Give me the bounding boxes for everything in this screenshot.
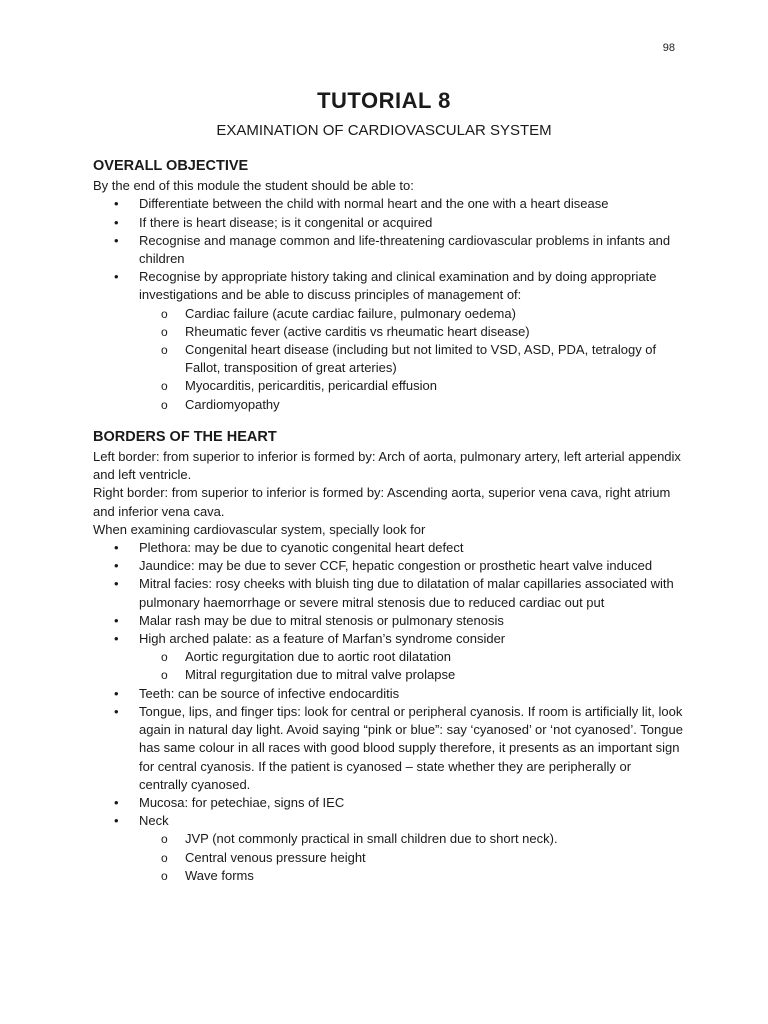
bullet-icon: •	[114, 269, 119, 285]
list-item-text: Plethora: may be due to cyanotic congenital heart defect	[139, 540, 464, 556]
sub-bullet-icon: o	[161, 850, 168, 865]
sub-list-item	[161, 377, 683, 395]
bullet-icon: •	[114, 232, 119, 248]
section-heading-objective: OVERALL OBJECTIVE	[93, 158, 249, 174]
list-item-text: Recognise by appropriate history taking and clinical examination and by doing appropriate investigations and be able to discuss principles of management of:	[139, 269, 657, 303]
sub-bullet-icon: o	[161, 832, 168, 847]
sub-bullet-icon: o	[161, 668, 168, 683]
sub-list-item-text: Cardiac failure (acute cardiac failure, pulmonary oedema)	[185, 305, 516, 321]
list-item-text: Recognise and manage common and life-threatening cardiovascular problems in infants and children	[139, 232, 671, 267]
management-sublist	[139, 305, 683, 414]
look-for-text: When examining cardiovascular system, specially look for	[93, 521, 426, 537]
sub-list-item	[161, 830, 683, 848]
sub-list-item-text: Myocarditis, pericarditis, pericardial effusion	[185, 378, 437, 394]
list-item-text: Tongue, lips, and finger tips: look for central or peripheral cyanosis. If room is artificially lit, look again in natural day light. Avoid saying “pink or blue”: say ‘cyanosed’ or ‘not cyanosed’. Tongue has same colour in all races with good blood supply therefore, it presents as an important sign for central cyanosis. If the patient is cyanosed – state whether they are peripherally or centrally cyanosed.	[139, 703, 683, 792]
bullet-icon: •	[114, 540, 119, 556]
objective-intro: By the end of this module the student should be able to:	[93, 178, 414, 194]
sub-bullet-icon: o	[161, 868, 168, 883]
list-item	[114, 557, 683, 575]
sub-list-item-text: Congenital heart disease (including but not limited to VSD, ASD, PDA, tetralogy of Fallot, transposition of great arteries)	[185, 342, 657, 376]
list-item	[114, 268, 683, 414]
list-item-text: Mucosa: for petechiae, signs of IEC	[139, 794, 345, 810]
bullet-icon: •	[114, 576, 119, 592]
sub-list-item-text: Aortic regurgitation due to aortic root dilatation	[185, 649, 451, 665]
bullet-icon: •	[114, 558, 119, 574]
sub-list-item	[161, 849, 683, 867]
list-item	[114, 703, 683, 794]
list-item	[114, 539, 683, 557]
sub-list-item	[161, 648, 683, 666]
bullet-icon: •	[114, 794, 119, 810]
sub-bullet-icon: o	[161, 306, 168, 321]
sub-list-item	[161, 666, 683, 684]
list-item-text: Neck	[139, 813, 169, 829]
list-item	[114, 232, 683, 268]
sub-list-item	[161, 867, 683, 885]
objective-list	[93, 195, 683, 413]
bullet-icon: •	[114, 631, 119, 647]
list-item-text: If there is heart disease; is it congenital or acquired	[139, 214, 433, 230]
page-title: TUTORIAL 8	[317, 88, 451, 113]
sub-list-item-text: Wave forms	[185, 867, 254, 883]
sub-list-item	[161, 396, 683, 414]
list-item	[114, 214, 683, 232]
sub-bullet-icon: o	[161, 379, 168, 394]
sub-list-item	[161, 341, 683, 377]
bullet-icon: •	[114, 685, 119, 701]
bullet-icon: •	[114, 703, 119, 719]
sub-bullet-icon: o	[161, 324, 168, 339]
list-item-text: Mitral facies: rosy cheeks with bluish ting due to dilatation of malar capillaries associated with pulmonary haemorrhage or severe mitral stenosis due to reduced cardiac out put	[139, 576, 674, 610]
list-item	[114, 612, 683, 630]
bullet-icon: •	[114, 214, 119, 230]
page-number: 98	[662, 42, 675, 54]
sub-list-item-text: Rheumatic fever (active carditis vs rheumatic heart disease)	[185, 323, 530, 339]
palate-sublist	[139, 648, 683, 684]
list-item-text: Jaundice: may be due to sever CCF, hepatic congestion or prosthetic heart valve induced	[139, 558, 653, 574]
sub-list-item-text: Cardiomyopathy	[185, 396, 280, 412]
section-heading-borders: BORDERS OF THE HEART	[93, 428, 277, 445]
sub-list-item-text: JVP (not commonly practical in small children due to short neck).	[185, 831, 558, 847]
bullet-icon: •	[114, 196, 119, 212]
bullet-icon: •	[114, 612, 119, 628]
list-item-text: Teeth: can be source of infective endocarditis	[139, 685, 400, 701]
examination-list	[93, 539, 683, 885]
list-item	[114, 575, 683, 611]
sub-list-item-text: Central venous pressure height	[185, 849, 366, 865]
bullet-icon: •	[114, 813, 119, 829]
neck-sublist	[139, 830, 683, 885]
sub-list-item	[161, 305, 683, 323]
sub-bullet-icon: o	[161, 650, 168, 665]
sub-bullet-icon: o	[161, 343, 168, 358]
left-border-text: Left border: from superior to inferior is formed by: Arch of aorta, pulmonary artery, left arterial appendix and left ventricle.	[93, 449, 681, 483]
list-item	[114, 812, 683, 885]
list-item	[114, 794, 683, 812]
sub-bullet-icon: o	[161, 397, 168, 412]
list-item	[114, 630, 683, 685]
list-item-text: High arched palate: as a feature of Marfan’s syndrome consider	[139, 631, 506, 647]
list-item	[114, 685, 683, 703]
right-border-text: Right border: from superior to inferior is formed by: Ascending aorta, superior vena cava, right atrium and inferior vena cava.	[93, 485, 671, 519]
list-item-text: Malar rash may be due to mitral stenosis or pulmonary stenosis	[139, 612, 504, 628]
list-item-text: Differentiate between the child with normal heart and the one with a heart disease	[139, 196, 609, 212]
list-item	[114, 195, 683, 213]
sub-list-item-text: Mitral regurgitation due to mitral valve prolapse	[185, 667, 456, 683]
sub-list-item	[161, 323, 683, 341]
document-body	[93, 157, 683, 885]
page-subtitle: EXAMINATION OF CARDIOVASCULAR SYSTEM	[216, 122, 552, 139]
